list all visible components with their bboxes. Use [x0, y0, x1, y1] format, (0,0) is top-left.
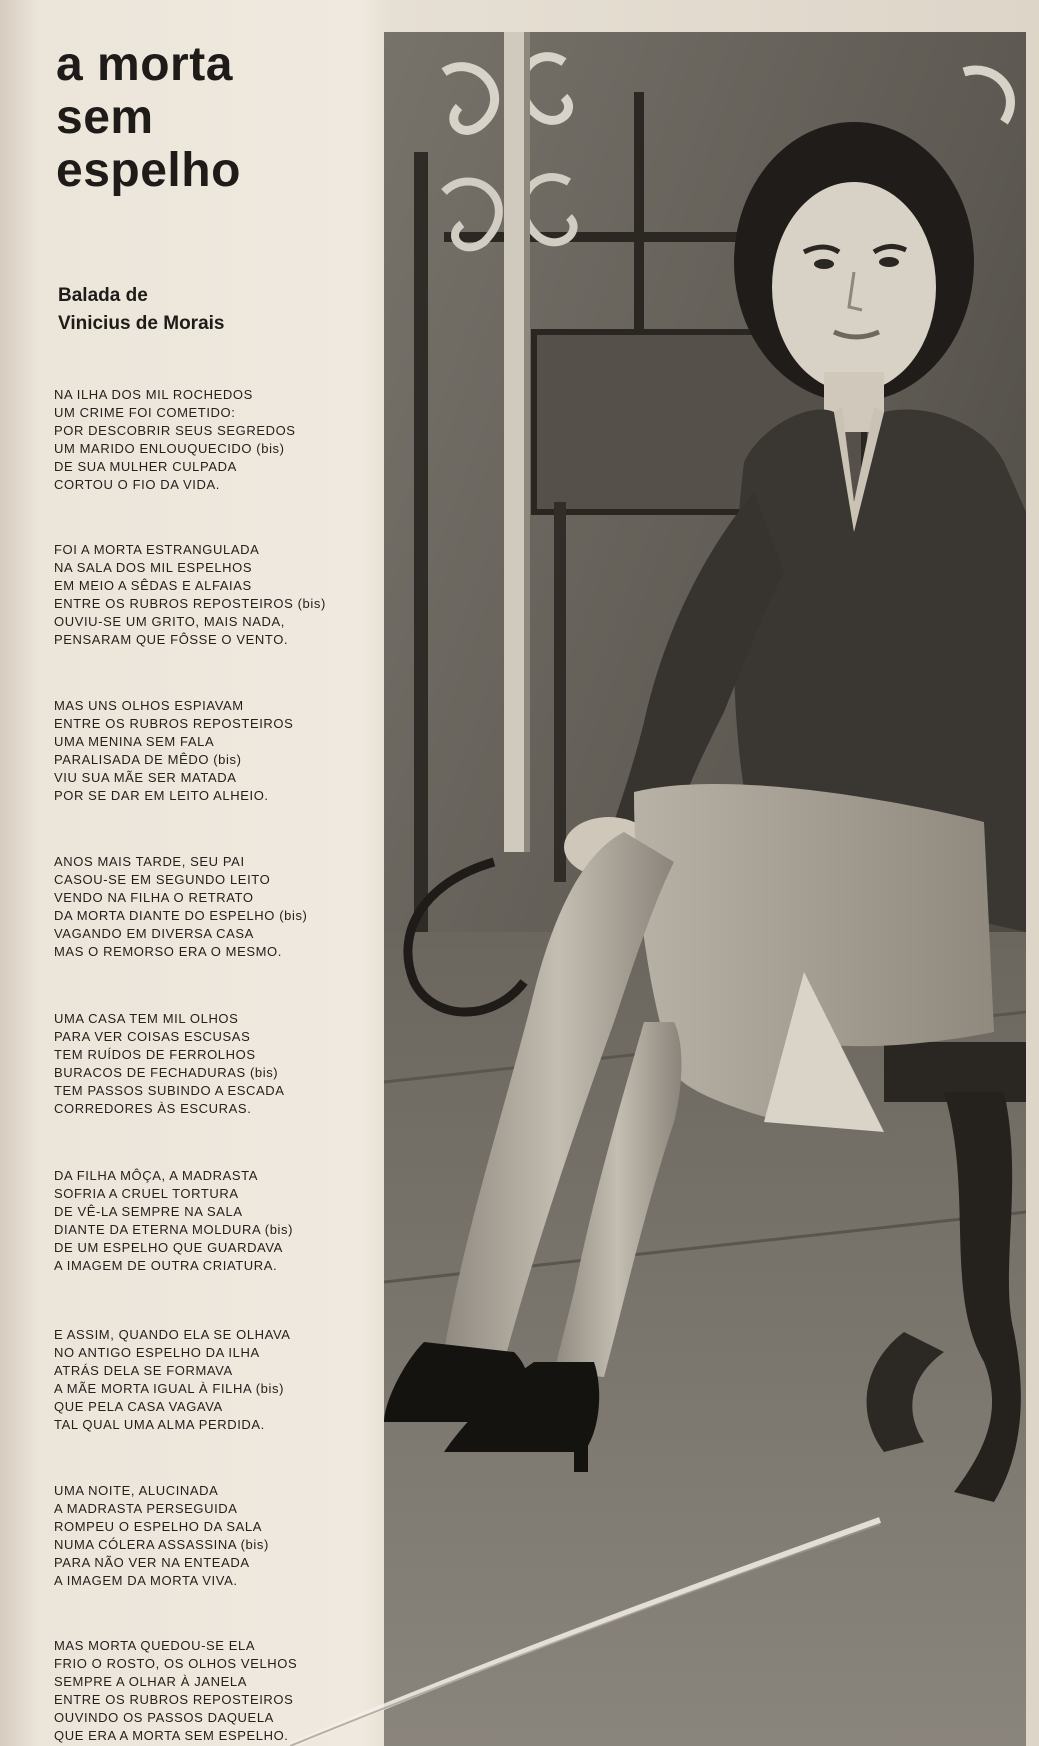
- verse-line: A IMAGEM DA MORTA VIVA.: [54, 1572, 238, 1588]
- verse-line: POR DESCOBRIR SEUS SEGREDOS: [54, 422, 296, 438]
- verse-line: DE SUA MULHER CULPADA: [54, 458, 237, 474]
- verse-line: MAS O REMORSO ERA O MESMO.: [54, 943, 282, 959]
- verse-line: DIANTE DA ETERNA MOLDURA (bis): [54, 1221, 294, 1237]
- verse-line: ENTRE OS RUBROS REPOSTEIROS: [54, 1691, 294, 1707]
- verse-line: CORREDORES ÀS ESCURAS.: [54, 1100, 252, 1116]
- title-line: sem: [56, 91, 154, 144]
- byline-line: Balada de: [58, 285, 148, 306]
- stanza-6: [54, 1167, 354, 1274]
- verse-line: OUVINDO OS PASSOS DAQUELA: [54, 1709, 274, 1725]
- verse-line: SEMPRE A OLHAR À JANELA: [54, 1673, 247, 1689]
- verse-line: PARA VER COISAS ESCUSAS: [54, 1028, 251, 1044]
- verse-line: TEM RUÍDOS DE FERROLHOS: [54, 1046, 256, 1062]
- verse-line: ATRÁS DELA SE FORMAVA: [54, 1362, 233, 1378]
- verse-line: TAL QUAL UMA ALMA PERDIDA.: [54, 1416, 265, 1432]
- stanza-3: [54, 697, 354, 804]
- verse-line: DA FILHA MÔÇA, A MADRASTA: [54, 1168, 259, 1183]
- verse-line: UMA NOITE, ALUCINADA: [54, 1483, 219, 1498]
- verse-line: E ASSIM, QUANDO ELA SE OLHAVA: [54, 1327, 291, 1342]
- verse-line: ENTRE OS RUBROS REPOSTEIROS (bis): [54, 595, 326, 611]
- verse-line: DE UM ESPELHO QUE GUARDAVA: [54, 1239, 283, 1255]
- verse-line: UM MARIDO ENLOUQUECIDO (bis): [54, 440, 285, 456]
- verse-line: A MÃE MORTA IGUAL À FILHA (bis): [54, 1380, 285, 1396]
- verse-line: VENDO NA FILHA O RETRATO: [54, 889, 254, 905]
- verse-line: PARALISADA DE MÊDO (bis): [54, 751, 242, 767]
- verse-line: UMA CASA TEM MIL OLHOS: [54, 1011, 239, 1026]
- verse-line: UM CRIME FOI COMETIDO:: [54, 404, 236, 420]
- stanza-1: [54, 386, 354, 493]
- verse-line: ANOS MAIS TARDE, SEU PAI: [54, 854, 245, 869]
- verse-line: A IMAGEM DE OUTRA CRIATURA.: [54, 1257, 278, 1273]
- title-line: a morta: [56, 38, 233, 91]
- article-title: [56, 38, 241, 197]
- verse-line: MAS UNS OLHOS ESPIAVAM: [54, 698, 244, 713]
- verse-line: NA SALA DOS MIL ESPELHOS: [54, 559, 253, 575]
- verse-line: TEM PASSOS SUBINDO A ESCADA: [54, 1082, 285, 1098]
- verse-line: OUVIU-SE UM GRITO, MAIS NADA,: [54, 613, 285, 629]
- verse-line: SOFRIA A CRUEL TORTURA: [54, 1185, 239, 1201]
- verse-line: NO ANTIGO ESPELHO DA ILHA: [54, 1344, 260, 1360]
- verse-line: UMA MENINA SEM FALA: [54, 733, 215, 749]
- verse-line: PENSARAM QUE FÔSSE O VENTO.: [54, 631, 289, 647]
- verse-line: FRIO O ROSTO, OS OLHOS VELHOS: [54, 1655, 298, 1671]
- verse-line: BURACOS DE FECHADURAS (bis): [54, 1064, 279, 1080]
- verse-line: DA MORTA DIANTE DO ESPELHO (bis): [54, 907, 308, 923]
- woman-seated-photo-icon: [384, 32, 1026, 1746]
- verse-line: VIU SUA MÃE SER MATADA: [54, 769, 237, 785]
- stanza-4: [54, 853, 354, 960]
- verse-line: DE VÊ-LA SEMPRE NA SALA: [54, 1203, 243, 1219]
- verse-line: NUMA CÓLERA ASSASSINA (bis): [54, 1536, 269, 1552]
- verse-line: ENTRE OS RUBROS REPOSTEIROS: [54, 715, 294, 731]
- verse-line: ROMPEU O ESPELHO DA SALA: [54, 1518, 263, 1534]
- woman-seated-photo: [384, 32, 1026, 1746]
- verse-line: MAS MORTA QUEDOU-SE ELA: [54, 1638, 256, 1653]
- byline: [58, 282, 224, 338]
- verse-line: A MADRASTA PERSEGUIDA: [54, 1500, 238, 1516]
- byline-author: Vinicius de Morais: [58, 313, 225, 334]
- verse-line: QUE PELA CASA VAGAVA: [54, 1398, 223, 1414]
- verse-line: POR SE DAR EM LEITO ALHEIO.: [54, 787, 269, 803]
- verse-line: QUE ERA A MORTA SEM ESPELHO.: [54, 1727, 289, 1743]
- verse-line: VAGANDO EM DIVERSA CASA: [54, 925, 254, 941]
- stanza-8: [54, 1482, 354, 1589]
- stanza-7: [54, 1326, 354, 1433]
- verse-line: FOI A MORTA ESTRANGULADA: [54, 542, 260, 557]
- verse-line: EM MEIO A SÊDAS E ALFAIAS: [54, 577, 252, 593]
- verse-line: NA ILHA DOS MIL ROCHEDOS: [54, 387, 253, 402]
- stanza-2: [54, 541, 354, 648]
- verse-line: CASOU-SE EM SEGUNDO LEITO: [54, 871, 271, 887]
- stanza-9: [54, 1637, 354, 1744]
- verse-line: CORTOU O FIO DA VIDA.: [54, 476, 220, 492]
- title-line: espelho: [56, 144, 241, 197]
- verse-line: PARA NÃO VER NA ENTEADA: [54, 1554, 250, 1570]
- stanza-5: [54, 1010, 354, 1117]
